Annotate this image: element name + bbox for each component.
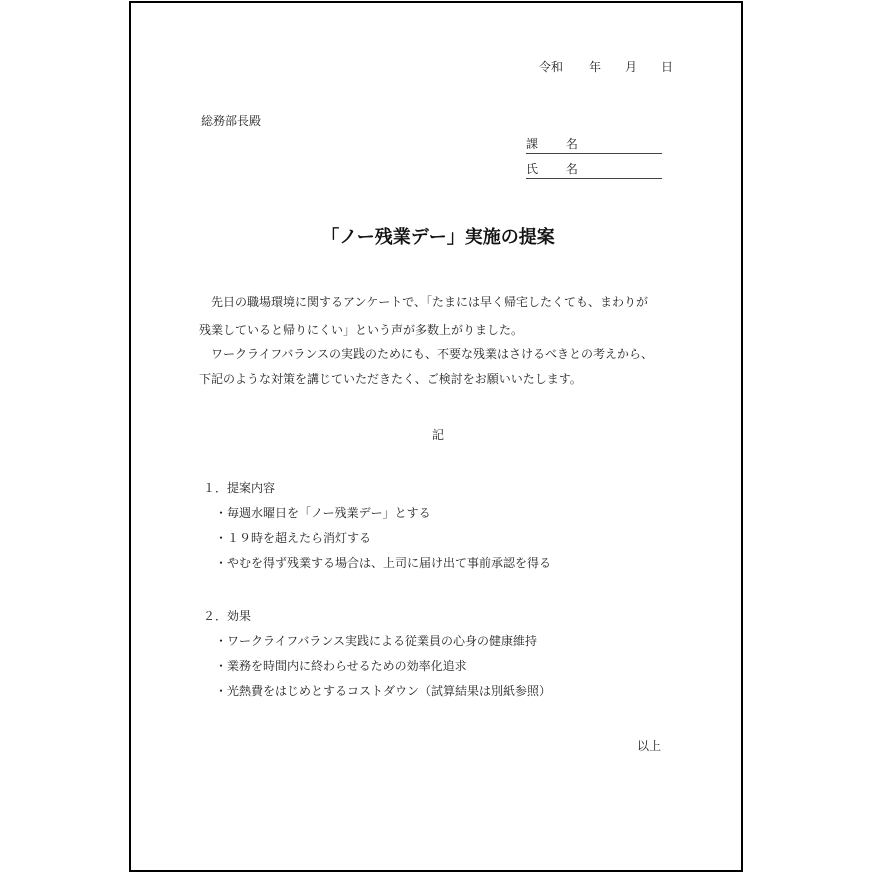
section-heading-effects: ２．効果: [203, 609, 252, 623]
closing-ijo: 以上: [637, 739, 662, 753]
date-month: 月: [625, 60, 638, 74]
document-title: 「ノー残業デー」実施の提案: [321, 227, 555, 248]
date-line: [539, 60, 673, 74]
body-paragraph-1-line-1: 先日の職場環境に関するアンケートで、「たまには早く帰宅したくても、まわりが: [211, 295, 649, 309]
date-day: 日: [661, 60, 674, 74]
department-label: 課 名: [526, 137, 590, 151]
date-era: 令和: [539, 60, 564, 74]
name-field: [526, 162, 662, 179]
list-item: ・やむを得ず残業する場合は、上司に届け出て事前承認を得る: [215, 556, 552, 570]
name-label: 氏 名: [526, 162, 590, 176]
section-heading-proposal: １．提案内容: [203, 481, 276, 495]
document-page: [129, 1, 743, 872]
list-item: ・毎週水曜日を「ノー残業デー」とする: [215, 506, 431, 520]
department-field: [526, 137, 662, 154]
body-paragraph-2-line-1: ワークライフバランスの実践のためにも、不要な残業はさけるべきとの考えから、: [211, 347, 653, 361]
list-item: ・業務を時間内に終わらせるための効率化追求: [215, 659, 467, 673]
list-item: ・光熱費をはじめとするコストダウン（試算結果は別紙参照）: [215, 684, 552, 698]
list-item: ・１９時を超えたら消灯する: [215, 531, 372, 545]
list-item: ・ワークライフバランス実践による従業員の心身の健康維持: [215, 634, 537, 648]
body-paragraph-1-line-2: 残業していると帰りにくい」という声が多数上がりました。: [199, 323, 524, 337]
ki-marker: 記: [431, 428, 444, 442]
addressee: 総務部長殿: [201, 114, 262, 128]
date-year: 年: [589, 60, 602, 74]
body-paragraph-2-line-2: 下記のような対策を講じていただきたく、ご検討をお願いいたします。: [199, 372, 582, 386]
